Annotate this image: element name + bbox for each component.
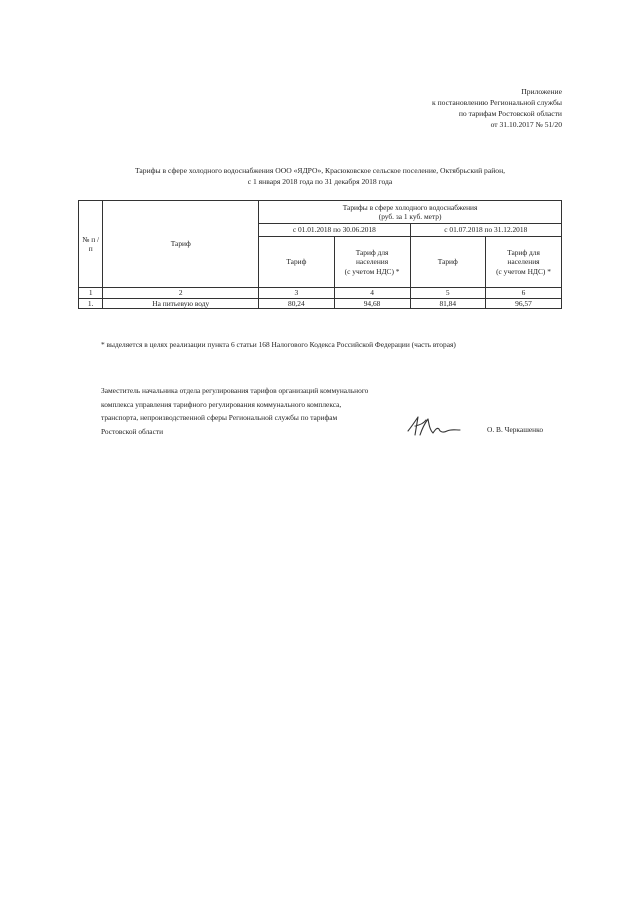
column-number: 5 bbox=[410, 288, 485, 299]
header-col-pop-line: (с учетом НДС) * bbox=[496, 266, 551, 276]
column-number: 2 bbox=[103, 288, 259, 299]
signer-position bbox=[101, 384, 368, 438]
row-value-pop-2: 96,57 bbox=[485, 298, 561, 309]
header-col-tariff-1: Тариф bbox=[259, 237, 334, 288]
header-col-pop-line: (с учетом НДС) * bbox=[344, 266, 400, 276]
appendix-line: от 31.10.2017 № 51/20 bbox=[490, 120, 562, 129]
header-col-pop-line: Тариф для bbox=[355, 247, 389, 257]
column-number: 6 bbox=[485, 288, 561, 299]
row-value-tariff-2: 81,84 bbox=[410, 298, 485, 309]
row-name: На питьевую воду bbox=[103, 298, 259, 309]
header-col-pop-line: Тариф для bbox=[507, 247, 540, 257]
column-number: 3 bbox=[259, 288, 334, 299]
row-value-tariff-1: 80,24 bbox=[259, 298, 334, 309]
handwritten-signature bbox=[406, 414, 462, 438]
header-period-2: с 01.07.2018 по 31.12.2018 bbox=[410, 224, 561, 237]
row-value-pop-1: 94,68 bbox=[334, 298, 410, 309]
title-line-1: Тарифы в сфере холодного водоснабжения ООО «ЯДРО», Красюковское сельское поселение, Октябрьский район, bbox=[134, 166, 506, 175]
header-tariff: Тариф bbox=[103, 201, 259, 288]
column-number: 1 bbox=[79, 288, 103, 299]
header-group bbox=[259, 201, 562, 224]
appendix-line: Приложение bbox=[521, 87, 562, 96]
header-col-pop-line: населения bbox=[507, 257, 540, 267]
appendix-line: по тарифам Ростовской области bbox=[458, 109, 562, 118]
header-col-pop-1 bbox=[334, 237, 410, 288]
row-num: 1. bbox=[79, 298, 103, 309]
title-line-2: с 1 января 2018 года по 31 декабря 2018 года bbox=[247, 177, 393, 186]
table-row bbox=[79, 298, 562, 309]
signer-line: транспорта, непроизводственной сферы Региональной службы по тарифам bbox=[101, 413, 338, 422]
tariff-table bbox=[78, 200, 562, 309]
signer-line: Заместитель начальника отдела регулирования тарифов организаций коммунального bbox=[101, 386, 369, 395]
appendix-line: к постановлению Региональной службы bbox=[431, 98, 562, 107]
signer-name: О. В. Черкашенко bbox=[487, 425, 544, 434]
header-group-line-1: Тарифы в сфере холодного водоснабжения bbox=[342, 202, 478, 212]
header-num: № п /п bbox=[79, 201, 103, 288]
header-col-pop-2 bbox=[485, 237, 561, 288]
header-group-line-2: (руб. за 1 куб. метр) bbox=[378, 212, 442, 221]
signer-line: комплекса управления тарифного регулирования коммунального комплекса, bbox=[101, 399, 342, 409]
column-number: 4 bbox=[334, 288, 410, 299]
header-period-1: с 01.01.2018 по 30.06.2018 bbox=[259, 224, 410, 237]
signer-line: Ростовской области bbox=[101, 426, 164, 436]
header-col-tariff-2: Тариф bbox=[410, 237, 485, 288]
appendix-block bbox=[432, 86, 562, 130]
document-title bbox=[60, 165, 580, 187]
footnote: * выделяется в целях реализации пункта 6 статьи 168 Налогового Кодекса Российской Федерации (часть вторая) bbox=[101, 340, 456, 349]
header-col-pop-line: населения bbox=[355, 257, 389, 267]
